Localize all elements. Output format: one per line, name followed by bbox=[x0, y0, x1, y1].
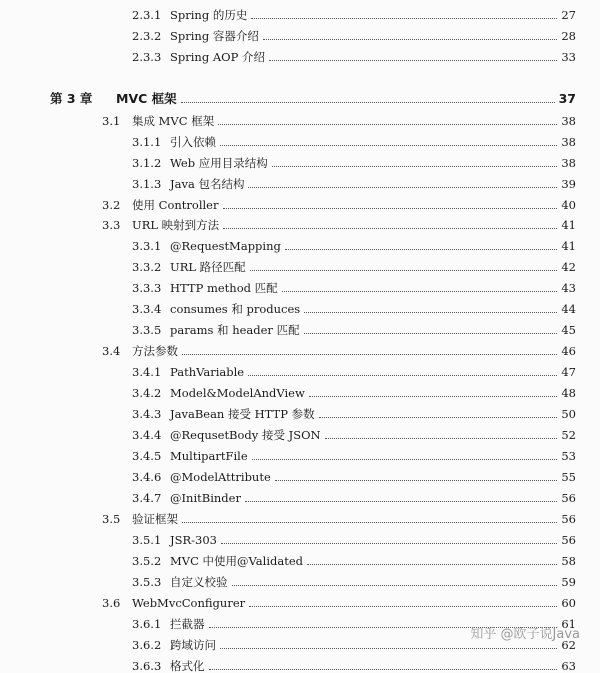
toc-entry-page: 50 bbox=[561, 407, 576, 421]
toc-entry[interactable] bbox=[0, 485, 600, 505]
toc-leader-dots bbox=[304, 333, 557, 334]
toc-entry-page: 58 bbox=[561, 554, 576, 568]
toc-entry-title: URL 路径匹配 bbox=[170, 260, 246, 274]
toc-entry[interactable] bbox=[0, 212, 600, 232]
toc-entry-page: 39 bbox=[561, 177, 576, 191]
toc-entry-title: MVC 框架 bbox=[116, 91, 177, 106]
toc-entry-number: 3.3.2 bbox=[132, 260, 162, 274]
toc-leader-dots bbox=[245, 501, 557, 502]
toc-entry[interactable] bbox=[0, 359, 600, 379]
toc-entry[interactable] bbox=[0, 171, 600, 191]
toc-entry-number: 3.4 bbox=[102, 344, 121, 358]
toc-entry-page: 38 bbox=[561, 156, 576, 170]
toc-entry-page: 59 bbox=[561, 575, 576, 589]
toc-entry-number: 3.5.2 bbox=[132, 554, 162, 568]
toc-entry[interactable] bbox=[0, 296, 600, 316]
toc-leader-dots bbox=[248, 187, 557, 188]
toc-entry-page: 44 bbox=[561, 302, 576, 316]
toc-entry[interactable] bbox=[0, 464, 600, 484]
toc-entry-page: 52 bbox=[561, 428, 576, 442]
toc-entry-title: params 和 header 匹配 bbox=[170, 323, 300, 337]
toc-entry-title: WebMvcConfigurer bbox=[132, 596, 246, 610]
toc-entry-number: 3.6.1 bbox=[132, 617, 162, 631]
toc-entry[interactable] bbox=[0, 590, 600, 610]
toc-entry-title: @ModelAttribute bbox=[170, 470, 271, 484]
toc-entry[interactable] bbox=[0, 380, 600, 400]
toc-entry-title: @InitBinder bbox=[170, 491, 241, 505]
toc-entry-page: 46 bbox=[561, 344, 576, 358]
toc-entry[interactable] bbox=[0, 108, 600, 128]
toc-leader-dots bbox=[269, 60, 557, 61]
toc-leader-dots bbox=[304, 312, 557, 313]
toc-entry-title: Java 包名结构 bbox=[170, 177, 245, 191]
toc-entry-number: 3.4.7 bbox=[132, 491, 162, 505]
toc-entry[interactable] bbox=[0, 192, 600, 212]
toc-leader-dots bbox=[319, 417, 557, 418]
toc-entry-number: 3.4.5 bbox=[132, 449, 162, 463]
toc-entry-title: Web 应用目录结构 bbox=[170, 156, 268, 170]
toc-entry-page: 41 bbox=[561, 218, 576, 232]
toc-leader-dots bbox=[182, 354, 557, 355]
toc-entry-title: consumes 和 produces bbox=[170, 302, 301, 316]
toc-entry-number: 3.3.1 bbox=[132, 239, 162, 253]
toc-entry-number: 3.4.4 bbox=[132, 428, 162, 442]
toc-entry-number: 3.3.4 bbox=[132, 302, 162, 316]
toc-leader-dots bbox=[209, 669, 557, 670]
toc-entry-title: Spring 的历史 bbox=[170, 8, 248, 22]
toc-entry[interactable] bbox=[0, 86, 600, 106]
toc-leader-dots bbox=[285, 249, 557, 250]
toc-entry-title: @RequsetBody 接受 JSON bbox=[170, 428, 321, 442]
toc-entry[interactable] bbox=[0, 317, 600, 337]
toc-leader-dots bbox=[218, 124, 557, 125]
toc-leader-dots bbox=[220, 648, 557, 649]
toc-entry-title: URL 映射到方法 bbox=[132, 218, 220, 232]
toc-entry-title: 验证框架 bbox=[132, 512, 178, 526]
toc-entry-page: 41 bbox=[561, 239, 576, 253]
toc-entry-page: 53 bbox=[561, 449, 576, 463]
watermark: 知乎 @欧子说Java bbox=[470, 627, 580, 642]
toc-entry-title: 自定义校验 bbox=[170, 575, 228, 589]
toc-leader-dots bbox=[181, 102, 555, 103]
toc-entry[interactable] bbox=[0, 254, 600, 274]
toc-entry[interactable] bbox=[0, 44, 600, 64]
toc-entry-page: 38 bbox=[561, 114, 576, 128]
toc-leader-dots bbox=[272, 166, 557, 167]
toc-leader-dots bbox=[248, 375, 557, 376]
toc-entry-page: 56 bbox=[561, 491, 576, 505]
toc-leader-dots bbox=[325, 438, 557, 439]
toc-entry-number: 3.1.3 bbox=[132, 177, 162, 191]
toc-entry-number: 3.4.3 bbox=[132, 407, 162, 421]
toc-entry-title: 格式化 bbox=[170, 659, 205, 673]
toc-entry-page: 63 bbox=[561, 659, 576, 673]
toc-leader-dots bbox=[232, 585, 557, 586]
toc-entry[interactable] bbox=[0, 653, 600, 673]
toc-entry-title: JavaBean 接受 HTTP 参数 bbox=[170, 407, 315, 421]
toc-entry-title: 拦截器 bbox=[170, 617, 205, 631]
toc-entry-number: 3.6 bbox=[102, 596, 121, 610]
toc-leader-dots bbox=[307, 564, 557, 565]
toc-entry-title: PathVariable bbox=[170, 365, 245, 379]
toc-entry-number: 3.6.2 bbox=[132, 638, 162, 652]
toc-entry-page: 42 bbox=[561, 260, 576, 274]
toc-entry[interactable] bbox=[0, 150, 600, 170]
toc-leader-dots bbox=[221, 543, 557, 544]
toc-entry-title: Spring AOP 介绍 bbox=[170, 50, 265, 64]
toc-entry-page: 47 bbox=[561, 365, 576, 379]
toc-entry[interactable] bbox=[0, 233, 600, 253]
toc-entry-title: 使用 Controller bbox=[132, 198, 219, 212]
toc-entry-page: 62 bbox=[561, 638, 576, 652]
toc-entry-number: 2.3.2 bbox=[132, 29, 162, 43]
toc-entry-page: 28 bbox=[561, 29, 576, 43]
toc-entry-number: 3.5.1 bbox=[132, 533, 162, 547]
toc-entry[interactable] bbox=[0, 548, 600, 568]
toc-entry-title: HTTP method 匹配 bbox=[170, 281, 278, 295]
toc-entry[interactable] bbox=[0, 23, 600, 43]
toc-entry-page: 56 bbox=[561, 533, 576, 547]
toc-entry-number: 3.1.1 bbox=[132, 135, 162, 149]
toc-entry-page: 38 bbox=[561, 135, 576, 149]
toc-entry[interactable] bbox=[0, 422, 600, 442]
toc-entry-number: 3.5.3 bbox=[132, 575, 162, 589]
toc-entry[interactable] bbox=[0, 527, 600, 547]
toc-entry-title: 跨域访问 bbox=[170, 638, 216, 652]
toc-leader-dots bbox=[250, 270, 557, 271]
toc-entry-title: @RequestMapping bbox=[170, 239, 281, 253]
toc-leader-dots bbox=[251, 18, 557, 19]
toc-entry[interactable] bbox=[0, 506, 600, 526]
toc-leader-dots bbox=[282, 291, 557, 292]
toc-leader-dots bbox=[223, 208, 557, 209]
toc-entry-number: 第 3 章 bbox=[50, 91, 93, 106]
toc-entry-number: 3.3.5 bbox=[132, 323, 162, 337]
toc-entry-title: MultipartFile bbox=[170, 449, 248, 463]
toc-entry-title: 集成 MVC 框架 bbox=[132, 114, 215, 128]
toc-entry-page: 48 bbox=[561, 386, 576, 400]
toc-entry-title: JSR-303 bbox=[170, 533, 217, 547]
toc-entry-page: 61 bbox=[561, 617, 576, 631]
toc-entry[interactable] bbox=[0, 129, 600, 149]
toc-entry-number: 3.4.1 bbox=[132, 365, 162, 379]
toc-entry[interactable] bbox=[0, 2, 600, 22]
toc-entry-page: 60 bbox=[561, 596, 576, 610]
toc-entry-number: 3.5 bbox=[102, 512, 121, 526]
toc-entry-number: 3.3.3 bbox=[132, 281, 162, 295]
toc-leader-dots bbox=[182, 522, 557, 523]
toc-entry-title: 方法参数 bbox=[132, 344, 178, 358]
toc-entry-number: 3.1.2 bbox=[132, 156, 162, 170]
toc-entry[interactable] bbox=[0, 569, 600, 589]
toc-entry-page: 27 bbox=[561, 8, 576, 22]
toc-entry-number: 3.3 bbox=[102, 218, 121, 232]
toc-leader-dots bbox=[309, 396, 557, 397]
toc-entry[interactable] bbox=[0, 401, 600, 421]
toc-entry-number: 3.1 bbox=[102, 114, 121, 128]
toc-leader-dots bbox=[252, 459, 557, 460]
toc-entry-title: Spring 容器介绍 bbox=[170, 29, 259, 43]
toc-leader-dots bbox=[220, 145, 557, 146]
toc-entry-number: 2.3.3 bbox=[132, 50, 162, 64]
toc-entry-title: MVC 中使用@Validated bbox=[170, 554, 304, 568]
toc-entry-page: 55 bbox=[561, 470, 576, 484]
toc-entry[interactable] bbox=[0, 443, 600, 463]
toc-entry-number: 3.4.6 bbox=[132, 470, 162, 484]
toc-entry-page: 40 bbox=[561, 198, 576, 212]
toc-entry-number: 3.2 bbox=[102, 198, 121, 212]
toc-entry-number: 2.3.1 bbox=[132, 8, 162, 22]
toc-entry-title: 引入依赖 bbox=[170, 135, 216, 149]
toc-leader-dots bbox=[275, 480, 557, 481]
toc-entry-title: Model&ModelAndView bbox=[170, 386, 305, 400]
toc-leader-dots bbox=[263, 39, 557, 40]
toc-entry[interactable] bbox=[0, 338, 600, 358]
toc-entry-page: 33 bbox=[561, 50, 576, 64]
toc-leader-dots bbox=[249, 606, 557, 607]
toc-entry-page: 56 bbox=[561, 512, 576, 526]
toc-entry-number: 3.4.2 bbox=[132, 386, 162, 400]
toc-leader-dots bbox=[223, 228, 557, 229]
toc-entry[interactable] bbox=[0, 275, 600, 295]
toc-entry-page: 45 bbox=[561, 323, 576, 337]
toc-entry-number: 3.6.3 bbox=[132, 659, 162, 673]
toc-entry-page: 43 bbox=[561, 281, 576, 295]
toc-entry-page: 37 bbox=[558, 91, 576, 106]
